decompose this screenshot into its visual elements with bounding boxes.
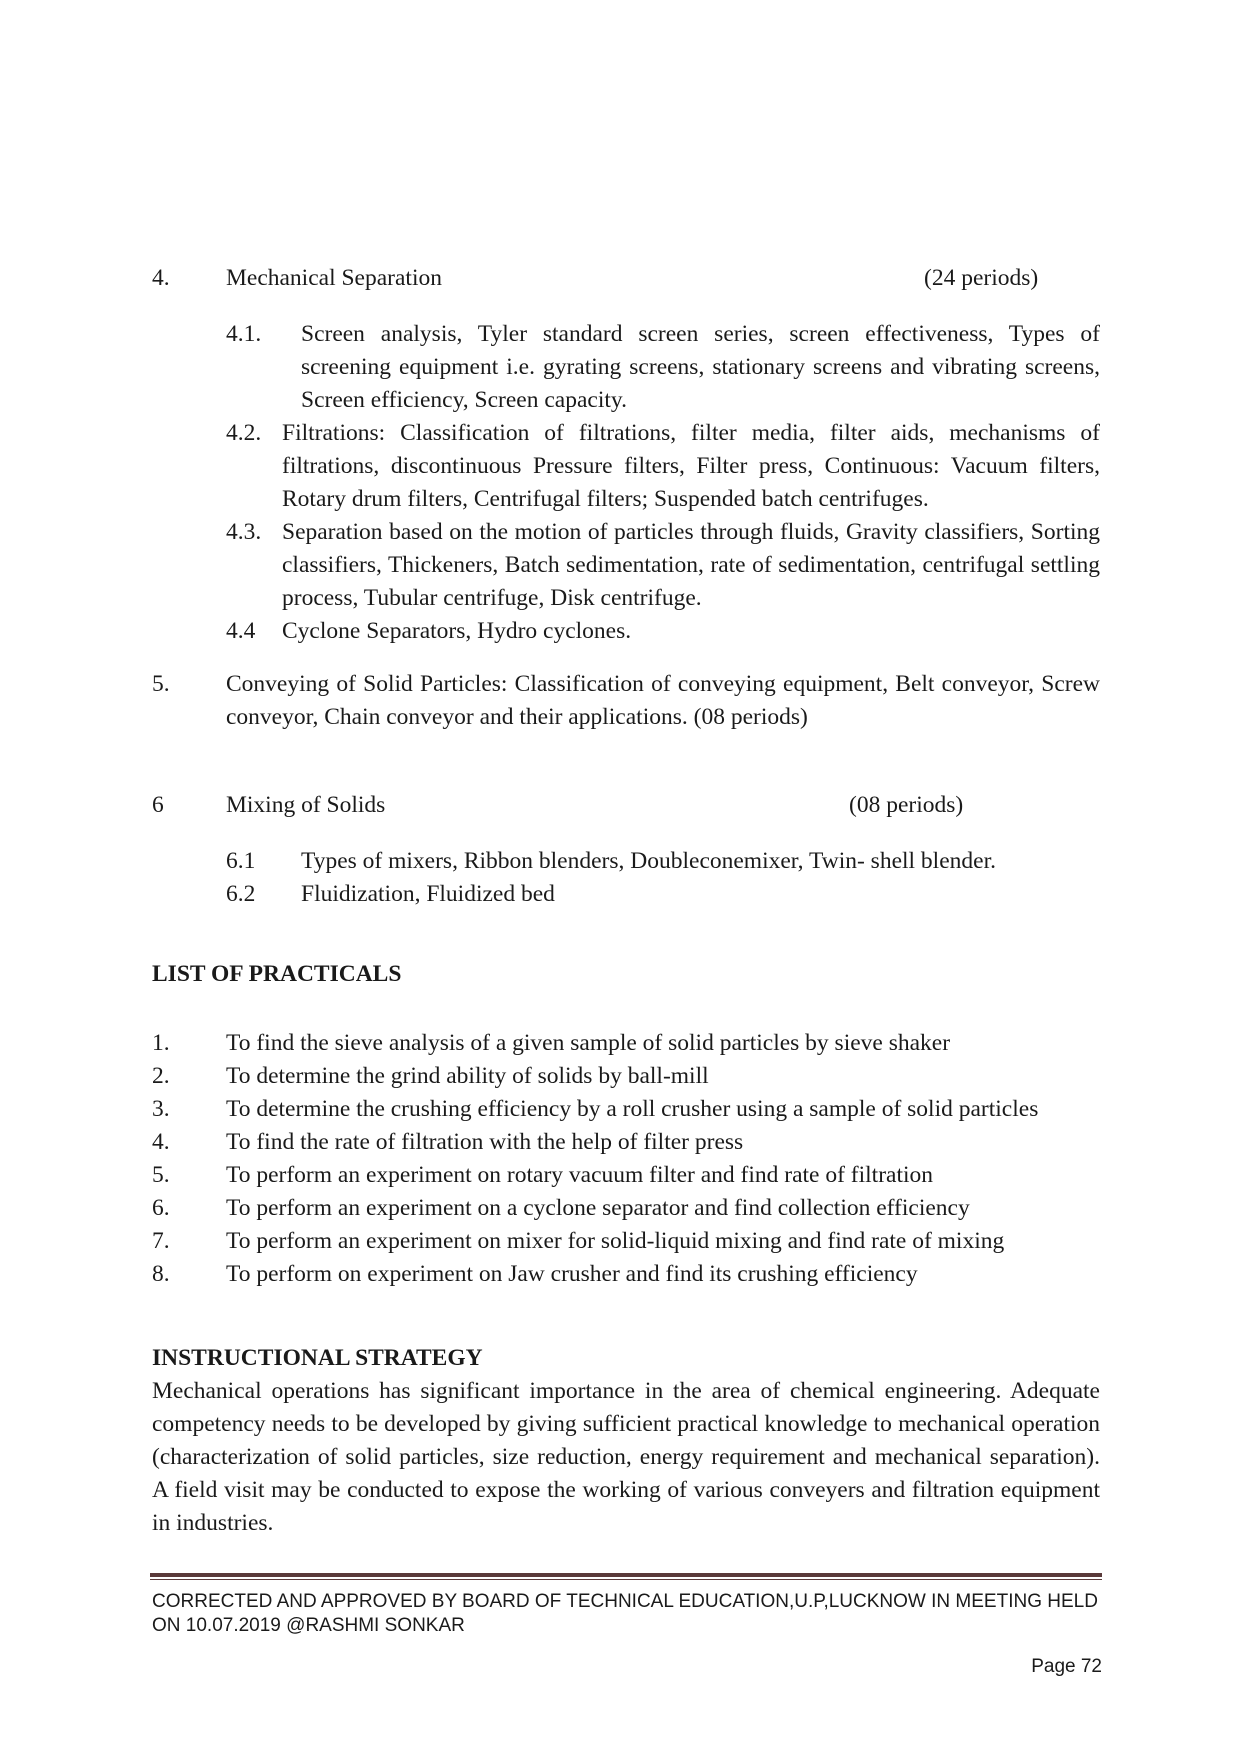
list-item — [152, 1192, 1100, 1225]
list-item-number: 5. — [152, 1162, 170, 1188]
list-item-number: 2. — [152, 1063, 170, 1089]
list-item-number: 4. — [152, 1129, 170, 1155]
page-number: Page 72 — [1031, 1656, 1102, 1677]
list-item — [152, 1159, 1100, 1192]
subitem-text: Filtrations: Classification of filtrations, filter media, filter aids, mechanisms of filtrations, discontinuous Pressure filters, Filter press, Continuous: Vacuum filters, Rotary drum filters, Centrifugal filters; Suspended batch centrifuges. — [282, 420, 1100, 512]
footer-text: CORRECTED AND APPROVED BY BOARD OF TECHNICAL EDUCATION,U.P,LUCKNOW IN MEETING HELD ON 10.07.2019 @RASHMI SONKAR — [152, 1591, 1098, 1636]
practicals-heading: LIST OF PRACTICALS — [152, 961, 402, 987]
list-item-number: 6. — [152, 1195, 170, 1221]
subitem-number: 6.2 — [226, 881, 256, 907]
subitem-number: 4.3. — [226, 519, 262, 545]
list-item — [152, 1225, 1100, 1258]
list-item-number: 7. — [152, 1228, 170, 1254]
list-item — [152, 1126, 1100, 1159]
subitem-text: Cyclone Separators, Hydro cyclones. — [282, 618, 632, 644]
section-6-heading — [152, 789, 1052, 822]
subitem-number: 6.1 — [226, 848, 256, 874]
list-item-number: 1. — [152, 1030, 170, 1056]
section-number: 6 — [152, 792, 164, 818]
subitem-text: Separation based on the motion of particles through fluids, Gravity classifiers, Sorting classifiers, Thickeners, Batch sedimentation, rate of sedimentation, centrifugal settling process, Tubular centrifuge, Disk centrifuge. — [282, 519, 1100, 611]
subitem-text: Fluidization, Fluidized bed — [301, 881, 555, 907]
subitem-text: Types of mixers, Ribbon blenders, Doubleconemixer, Twin- shell blender. — [301, 848, 996, 874]
section-number: 4. — [152, 265, 170, 291]
list-item-text: To find the rate of filtration with the help of filter press — [226, 1129, 744, 1155]
subitem-number: 4.2. — [226, 420, 262, 446]
list-item-number: 8. — [152, 1261, 170, 1287]
section-number: 5. — [152, 671, 170, 697]
section-4-heading — [152, 262, 1052, 295]
section-title: Mixing of Solids — [226, 792, 386, 818]
list-item-text: To perform on experiment on Jaw crusher and find its crushing efficiency — [226, 1261, 918, 1287]
list-item-text: To perform an experiment on rotary vacuum filter and find rate of filtration — [226, 1162, 934, 1188]
list-item — [152, 1258, 1100, 1291]
subitem-number: 4.4 — [226, 618, 256, 644]
list-item-text: To perform an experiment on mixer for solid-liquid mixing and find rate of mixing — [226, 1228, 1005, 1254]
strategy-heading: INSTRUCTIONAL STRATEGY — [152, 1345, 483, 1371]
list-item-text: To determine the grind ability of solids by ball-mill — [226, 1063, 709, 1089]
section-text — [226, 668, 1100, 734]
strategy-paragraph: Mechanical operations has significant importance in the area of chemical engineering. Adequate competency needs to be developed by giving sufficient practical knowledge to mechanical operation (characterization of solid particles, size reduction, energy requirement and mechanical separation). A field visit may be conducted to expose the working of various conveyers and filtration equipment in industries. — [152, 1378, 1100, 1536]
footer-rule-thick — [150, 1573, 1102, 1577]
list-item — [152, 1093, 1100, 1126]
section-periods: (08 periods) — [693, 704, 808, 730]
subitem-number: 4.1. — [226, 321, 262, 347]
list-item — [152, 1027, 1100, 1060]
section-periods: (08 periods) — [849, 792, 964, 818]
list-item-number: 3. — [152, 1096, 170, 1122]
list-item — [152, 1060, 1100, 1093]
list-item-text: To determine the crushing efficiency by a roll crusher using a sample of solid particles — [226, 1096, 1039, 1122]
section-description: Conveying of Solid Particles: Classification of conveying equipment, Belt conveyor, Screw conveyor, Chain conveyor and their applications. — [226, 671, 1100, 730]
subitem-text: Screen analysis, Tyler standard screen series, screen effectiveness, Types of screening equipment i.e. gyrating screens, stationary screens and vibrating screens, Screen efficiency, Screen capacity. — [301, 321, 1100, 413]
section-title: Mechanical Separation — [226, 265, 442, 291]
footer-rule-thin — [150, 1579, 1102, 1580]
list-item-text: To perform an experiment on a cyclone separator and find collection efficiency — [226, 1195, 970, 1221]
section-periods: (24 periods) — [924, 265, 1039, 291]
practicals-list — [152, 1027, 1100, 1291]
list-item-text: To find the sieve analysis of a given sample of solid particles by sieve shaker — [226, 1030, 951, 1056]
